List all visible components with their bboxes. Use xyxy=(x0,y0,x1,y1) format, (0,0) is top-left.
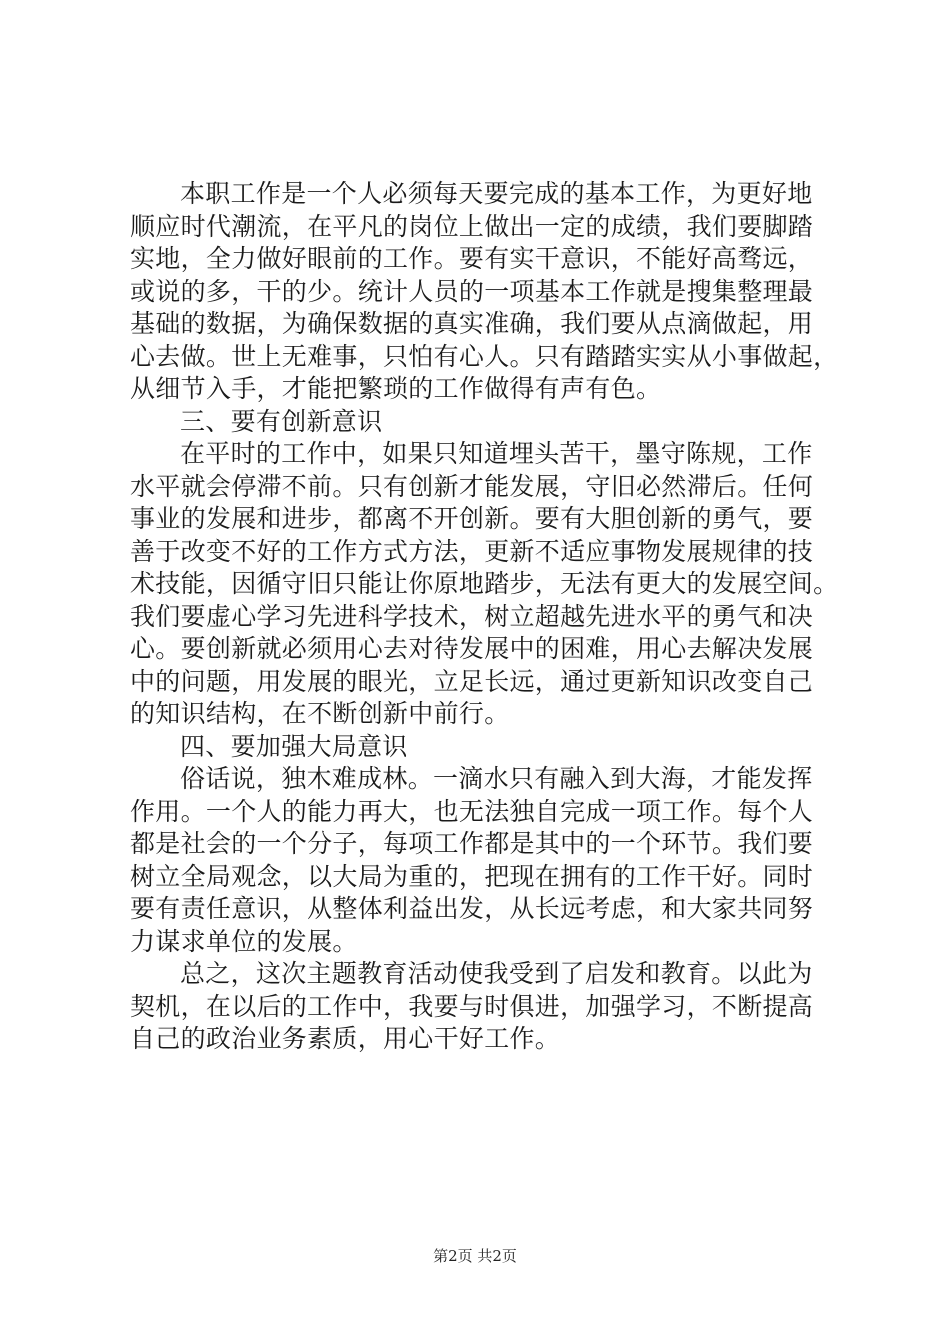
paragraph-line: 我们要虚心学习先进科学技术，树立超越先进水平的勇气和决 xyxy=(130,601,814,631)
paragraph-line: 水平就会停滞不前。只有创新才能发展，守旧必然滞后。任何 xyxy=(130,471,814,501)
paragraph-line: 术技能，因循守旧只能让你原地踏步，无法有更大的发展空间。 xyxy=(130,569,839,598)
paragraph-line: 心去做。世上无难事，只怕有心人。只有踏踏实实从小事做起， xyxy=(130,341,839,371)
paragraph-line: 总之，这次主题教育活动使我受到了启发和教育。以此为 xyxy=(180,959,813,988)
section-heading: 三、要有创新意识 xyxy=(180,406,383,436)
paragraph-line: 基础的数据，为确保数据的真实准确，我们要从点滴做起，用 xyxy=(130,309,814,338)
paragraph-line: 俗话说，独木难成林。一滴水只有融入到大海，才能发挥 xyxy=(180,764,813,793)
paragraph-line: 力谋求单位的发展。 xyxy=(130,926,358,956)
paragraph-line: 本职工作是一个人必须每天要完成的基本工作，为更好地 xyxy=(180,179,813,208)
paragraph-line: 自己的政治业务素质，用心干好工作。 xyxy=(130,1024,561,1053)
paragraph-line: 或说的多，干的少。统计人员的一项基本工作就是搜集整理最 xyxy=(130,276,814,306)
page-number: 第2页 共2页 xyxy=(433,1247,517,1265)
paragraph-line: 契机，在以后的工作中，我要与时俱进，加强学习，不断提高 xyxy=(130,991,814,1021)
paragraph-line: 树立全局观念，以大局为重的，把现在拥有的工作干好。同时 xyxy=(130,861,814,891)
paragraph-line: 实地，全力做好眼前的工作。要有实干意识，不能好高骛远， xyxy=(130,244,814,273)
document-body xyxy=(130,178,839,1056)
section-heading: 四、要加强大局意识 xyxy=(180,731,408,761)
paragraph-line: 顺应时代潮流，在平凡的岗位上做出一定的成绩，我们要脚踏 xyxy=(130,211,814,241)
paragraph-line: 中的问题，用发展的眼光，立足长远，通过更新知识改变自己 xyxy=(130,666,814,696)
paragraph-line: 事业的发展和进步，都离不开创新。要有大胆创新的勇气，要 xyxy=(130,504,814,533)
paragraph-line: 善于改变不好的工作方式方法，更新不适应事物发展规律的技 xyxy=(130,536,814,566)
paragraph-line: 的知识结构，在不断创新中前行。 xyxy=(130,699,510,728)
paragraph-line: 心。要创新就必须用心去对待发展中的困难，用心去解决发展 xyxy=(130,634,814,663)
paragraph-line: 从细节入手，才能把繁琐的工作做得有声有色。 xyxy=(130,374,662,403)
paragraph-line: 作用。一个人的能力再大，也无法独自完成一项工作。每个人 xyxy=(130,796,814,826)
paragraph-line: 都是社会的一个分子，每项工作都是其中的一个环节。我们要 xyxy=(130,829,814,858)
paragraph-line: 在平时的工作中，如果只知道埋头苦干，墨守陈规，工作 xyxy=(180,439,813,468)
page-footer xyxy=(0,1246,950,1266)
paragraph-line: 要有责任意识，从整体利益出发，从长远考虑，和大家共同努 xyxy=(130,894,814,923)
